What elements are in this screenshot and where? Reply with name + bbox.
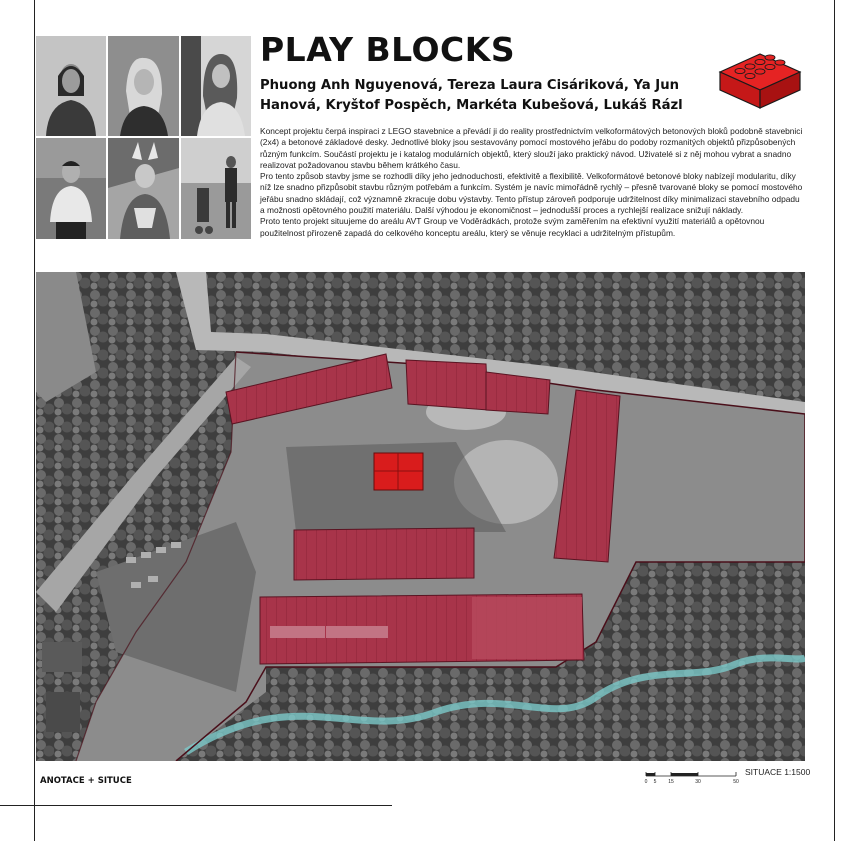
frame-line-right — [834, 0, 835, 841]
authors-list: Phuong Anh Nguyenová, Tereza Laura Cisáriková, Ya Jun Hanová, Kryštof Pospěch, Markéta Kubešová, Lukáš Rázl — [260, 78, 683, 113]
project-annotation — [260, 126, 805, 239]
team-photo-6 — [181, 138, 251, 239]
frame-line-bottom — [0, 805, 392, 806]
annotation-paragraph: Pro tento způsob stavby jsme se rozhodli díky jeho jednoduchosti, efektivitě a flexibilitě. Velkoformátové betonové bloky nabízejí modularitu, díky níž lze snadno přizpůsobit stavbu různým potřebám a funkcím. Systém je navíc mimořádně rychlý – přesně tvarované bloky se pomocí mostového jeřábu snadno skládají, což významně zkracuje dobu výstavby. Tento přístup zároveň podporuje udržitelnost díky minimalizaci stavebního odpadu a možnosti opětovného použití materiálu. Další výhodou je ekonomičnost – jednodušší proces a rychlejší realizace snižují náklady. — [260, 171, 803, 216]
scale-bar — [644, 768, 742, 788]
project-title: PLAY BLOCKS — [260, 30, 516, 69]
annotation-paragraph: Koncept projektu čerpá inspiraci z LEGO stavebnice a převádí ji do reality prostřednictvím velkoformátových betonových bloků podobně stavebnici (2x4) a betonové základové desky. Jednotlivé bloky jsou sestavovány pomocí mostového jeřábu do podoby rozmanitých objektů přizpůsobených různým funkcím. Součástí projektu je i katalog modulárních objektů, který slouží jako praktický návod. Uživatelé si z něj mohou vybrat a snadno realizovat požadovanou stavbu během krátkého času. — [260, 126, 803, 170]
site-plan-map — [36, 272, 805, 761]
scale-tick-label: 15 — [668, 779, 674, 784]
scale-tick-label: 5 — [653, 779, 657, 784]
team-photo-2 — [108, 36, 179, 136]
team-photo-1 — [36, 36, 106, 136]
team-photo-4 — [36, 138, 106, 239]
section-label: ANOTACE + SITUCE — [40, 776, 132, 786]
scale-label: SITUACE 1:1500 — [745, 767, 811, 777]
team-photo-5 — [108, 138, 179, 239]
scale-tick-label: 50 — [733, 779, 739, 784]
annotation-paragraph: Proto tento projekt situujeme do areálu AVT Group ve Voděrádkách, protože svým zaměřením na efektivní využití materiálů a opětovnou použitelnost přirozeně zapadá do celkového konceptu areálu, který se věnuje recyklaci a udržitelným přístupům. — [260, 216, 765, 238]
lego-brick-icon — [716, 44, 804, 116]
frame-line-left — [34, 0, 35, 841]
scale-tick-label: 0 — [644, 779, 648, 784]
team-photo-3 — [181, 36, 251, 136]
scale-tick-label: 30 — [695, 779, 701, 784]
